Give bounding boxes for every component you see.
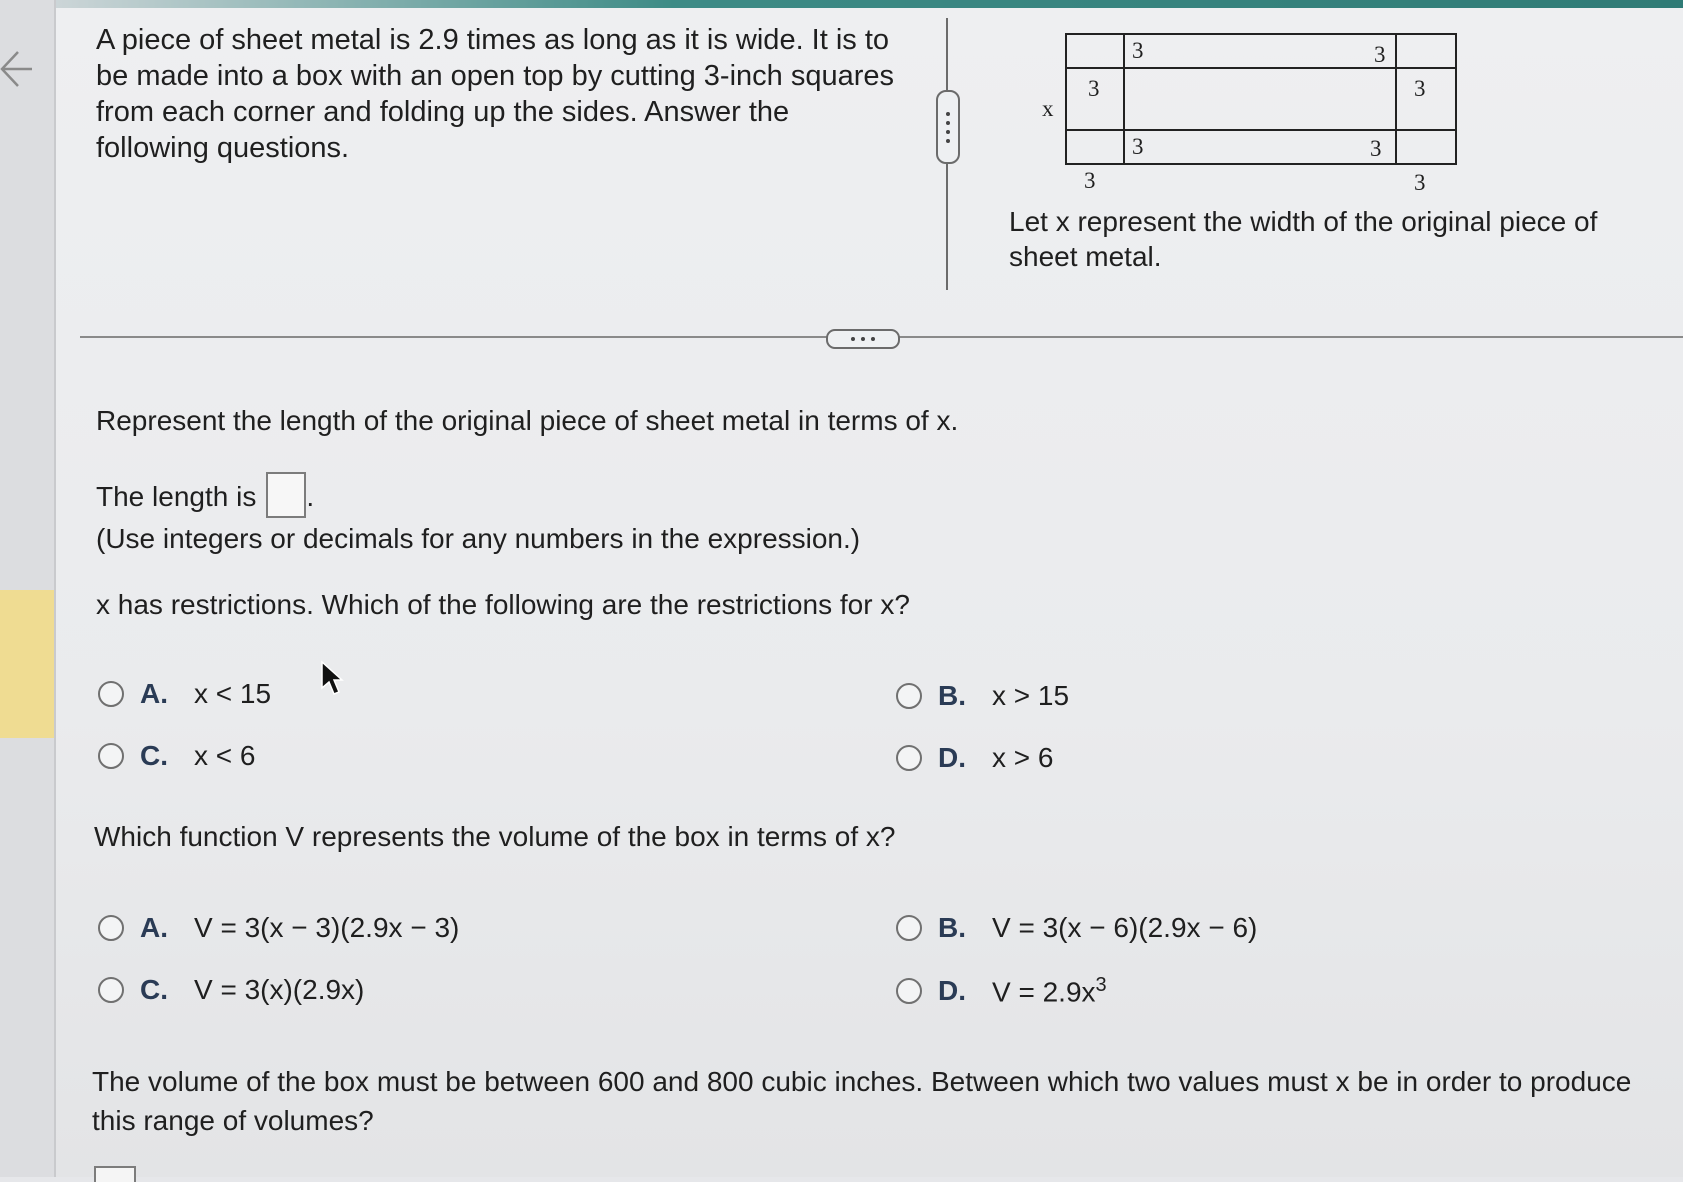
cut-label-right-top: 3 — [1414, 76, 1426, 101]
radio-button[interactable] — [896, 683, 922, 709]
q1-hint: (Use integers or decimals for any numbers in the expression.) — [96, 523, 861, 554]
q2-option-b[interactable] — [896, 680, 1069, 712]
cut-label-below-left: 3 — [1084, 168, 1096, 193]
q1-answer-line — [96, 472, 314, 518]
q1-answer-suffix: . — [306, 481, 315, 512]
handle-dot — [851, 337, 855, 341]
q4-answer-input[interactable] — [94, 1166, 136, 1182]
option-exponent: 3 — [1095, 974, 1107, 996]
handle-dot — [946, 121, 950, 125]
problem-statement: A piece of sheet metal is 2.9 times as long as it is wide. It is to be made into a box with an open top by cutting 3-inch squares from each corner and folding up the sides. Answer the following questions. — [96, 24, 895, 164]
q2-option-a[interactable] — [98, 678, 271, 710]
top-accent-bar — [0, 0, 1683, 8]
cut-label-bottom-right: 3 — [1370, 136, 1382, 161]
handle-dot — [946, 130, 950, 134]
option-text: V = 3(x)(2.9x) — [194, 974, 365, 1005]
cut-label-left-top: 3 — [1088, 76, 1100, 101]
q1-answer-prefix: The length is — [96, 481, 257, 512]
option-letter: B. — [938, 912, 966, 943]
q3-option-a[interactable] — [98, 912, 459, 944]
q3-option-b[interactable] — [896, 912, 1257, 944]
option-text — [992, 974, 1107, 1008]
radio-button[interactable] — [98, 681, 124, 707]
option-letter: D. — [938, 975, 966, 1007]
radio-button[interactable] — [896, 978, 922, 1004]
radio-button[interactable] — [896, 915, 922, 941]
q3-option-d[interactable] — [896, 974, 1107, 1008]
handle-dot — [861, 337, 865, 341]
option-letter: C. — [140, 974, 168, 1005]
q2-option-c[interactable] — [98, 740, 255, 772]
radio-button[interactable] — [98, 977, 124, 1003]
variable-definition: Let x represent the width of the original piece of sheet metal. — [1009, 206, 1598, 272]
sheet-metal-diagram — [1030, 30, 1510, 200]
mouse-pointer-icon — [320, 660, 344, 696]
option-letter: B. — [938, 680, 966, 711]
option-letter: A. — [140, 912, 168, 943]
q4-prompt: The volume of the box must be between 600 and 800 cubic inches. Between which two values must x be in order to produce this range of volumes? — [92, 1066, 1632, 1136]
q1-prompt: Represent the length of the original piece of sheet metal in terms of x. — [96, 405, 959, 436]
option-text: x < 15 — [194, 678, 272, 709]
option-letter: A. — [140, 678, 168, 709]
cut-label-below-right: 3 — [1414, 170, 1426, 195]
length-answer-input[interactable] — [266, 472, 306, 518]
option-letter: C. — [140, 740, 168, 771]
radio-button[interactable] — [896, 745, 922, 771]
cut-label-top-right: 3 — [1374, 42, 1386, 67]
vertical-resize-handle[interactable] — [936, 90, 960, 164]
handle-dot — [871, 337, 875, 341]
option-letter: D. — [938, 742, 966, 773]
option-text: V = 3(x − 3)(2.9x − 3) — [194, 912, 460, 943]
option-text: x > 15 — [992, 680, 1070, 711]
q2-option-d[interactable] — [896, 742, 1053, 774]
q2-prompt: x has restrictions. Which of the following are the restrictions for x? — [96, 589, 910, 620]
handle-dot — [946, 139, 950, 143]
q3-option-c[interactable] — [98, 974, 364, 1006]
radio-button[interactable] — [98, 915, 124, 941]
diagram-grid — [1030, 30, 1510, 200]
left-rail — [0, 0, 56, 1177]
horizontal-resize-handle[interactable] — [826, 329, 900, 349]
option-text-base: V = 2.9x — [992, 976, 1096, 1008]
radio-button[interactable] — [98, 743, 124, 769]
back-arrow-icon[interactable] — [0, 46, 36, 92]
cut-label-bottom-left: 3 — [1132, 134, 1144, 159]
option-text: x > 6 — [992, 742, 1054, 773]
option-text: V = 3(x − 6)(2.9x − 6) — [992, 912, 1258, 943]
width-x-label: x — [1042, 96, 1054, 121]
q3-prompt: Which function V represents the volume of the box in terms of x? — [94, 821, 896, 852]
option-text: x < 6 — [194, 740, 256, 771]
cut-label-top-left: 3 — [1132, 38, 1144, 63]
question-marker-tab[interactable] — [0, 590, 54, 738]
handle-dot — [946, 112, 950, 116]
